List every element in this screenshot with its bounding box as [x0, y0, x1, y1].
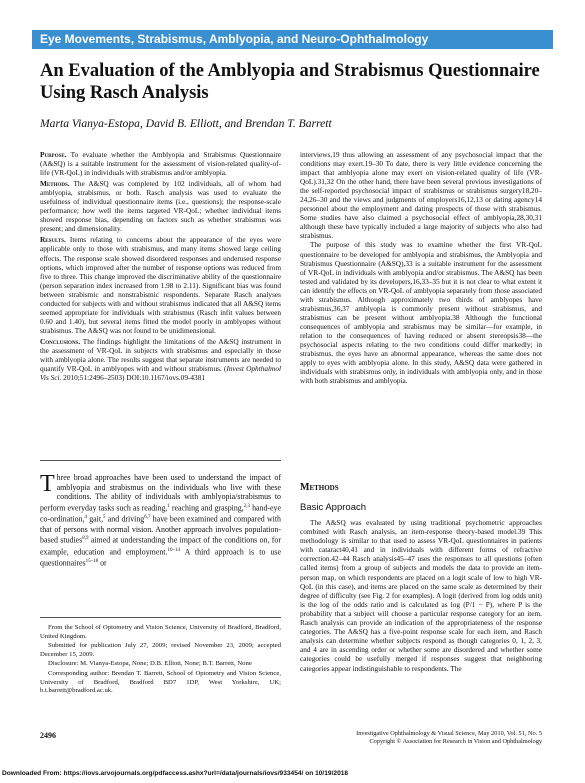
- footnote-corresponding: Corresponding author: Brendan T. Barrett, School of Optometry and Vision Science, University of Bradford, Bradford BD7 1DP, West Yorkshire, UK; b.t.barrett@bradford.ac.uk.: [40, 669, 281, 695]
- article-title: An Evaluation of the Amblyopia and Strabismus Questionnaire Using Rasch Analysis: [40, 61, 540, 103]
- methods-paragraph: The A&SQ was evaluated by using traditional psychometric approaches combined with Rasch analysis, an item-response theory-based model.39 This methodology is similar to that used to assess VR-QoL questionnaires in patients with cataract40,41 and in individuals with different forms of refractive correction.42–44 Rasch analysis45–47 uses the responses to all questions (often called items) from a group of subjects and models the data to provide an item-person map, on which respondents are placed on a logit scale of low to high VR-QoL (in this case), and items are placed on the same scale as determined by their degree of difficulty (see Fig. 2 for examples). A logit (derived from log odds unit) is the log of the odds ratio and is calculated as log (P/1 − P), where P is the probability that a subject will choose a particular response category for an item. Rasch analysis can provide an indication of the appropriateness of the response categories. The A&SQ has a five-point response scale for each item, and Rasch analysis can determine whether subjects respond as though categories 0, 1, 2, 3, and 4 are in ascending order or whether some are disordered and whether some categories could be usefully merged if responses suggest that neighboring categories appear indistinguishable to respondents. The: [300, 518, 542, 673]
- abstract-conclusions: Conclusions. The findings highlight the limitations of the A&SQ instrument in the assessment of VR-QoL in subjects with strabismus and especially in those with amblyopia alone. The results suggest that separate instruments are needed to quantify VR-QoL in amblyopes with and without strabismus. (Invest Ophthalmol Vis Sci. 2010;51:2496–2503) DOI:10.1167/iovs.09-4381: [40, 336, 281, 383]
- abstract-results: Results. Items relating to concerns about the appearance of the eyes were applicable only to those with strabismus, and many items showed large ceiling effects. The response scale showed disordered responses and underused response options, which improved after the number of response options was reduced from five to three. This change improved the discriminative ability of the questionnaire (person separation index increased from 1.98 to 2.11). Significant bias was found between strabismic and nonstrabismic respondents. Separate Rasch analyses conducted for subjects with and without strabismus indicated that all A&SQ items seemed appropriate for individuals with strabismus (Rasch infit values between 0.60 and 1.40), but several items fitted the model poorly in amblyopes without strabismus. The A&SQ was not found to be unidimensional.: [40, 235, 281, 335]
- basic-approach-heading: Basic Approach: [300, 502, 367, 513]
- footnote-disclosure: Disclosure: M. Vianya-Estopa, None; D.B. Elliott, None; B.T. Barrett, None: [48, 660, 252, 668]
- drop-cap: T: [40, 471, 55, 497]
- abstract-methods: Methods. The A&SQ was completed by 102 individuals, all of whom had amblyopia, strabismus, or both. Rasch analysis was used to evaluate the usefulness of individual questionnaire items (i.e., questions); the response-scale performance; how well the items targeted VR-QoL; whether individual items showed response bias, depending on factors such as whether strabismus was present; and dimensionality.: [40, 179, 281, 234]
- abstract-purpose: Purpose. To evaluate whether the Amblyopia and Strabismus Questionnaire (A&SQ) is a suitable instrument for the assessment of vision-related quality-of-life (VR-QoL) in individuals with strabismus and/or amblyopia.: [40, 150, 281, 178]
- footnote-submitted: Submitted for publication July 27, 2009; revised November 23, 2009; accepted December 15, 2009.: [40, 642, 281, 658]
- footnote-affiliation: From the School of Optometry and Vision Science, University of Bradford, Bradford, United Kingdom.: [40, 624, 281, 640]
- introduction: Three broad approaches have been used to understand the impact of amblyopia and strabismus on the individuals who live with these conditions. The ability of individuals with amblyopia/strabismus to perform everyday tasks such as reading,$^1$ reaching and grasping,$^{2,3}$ hand-eye co-ordination,$^4$ gait,$^5$ and driving$^{6,7}$ have been examined and compared with that of persons with normal vision. Another approach involves population-based studies$^{8,9}$ aimed at understanding the impact of the conditions on, for example, education and employment.$^{10-14}$ A third approach is to use questionnaires$^{15-18}$ or: [40, 471, 282, 568]
- footnotes: [40, 624, 281, 697]
- methods-heading: Methods: [300, 482, 339, 493]
- right-column-intro: [300, 150, 542, 385]
- footnote-divider: [40, 617, 281, 618]
- abstract: [40, 150, 281, 382]
- download-line: Downloaded From: https://iovs.arvojournals.org/pdfaccess.ashx?url=/data/journals/iovs/933454/ on 10/19/2018: [2, 770, 349, 777]
- journal-footer: Investigative Ophthalmology & Visual Science, May 2010, Vol. 51, No. 5 Copyright © Association for Research in Vision and Ophthalmology: [356, 730, 542, 745]
- abstract-divider: [40, 460, 281, 461]
- section-band: Eye Movements, Strabismus, Amblyopia, and Neuro-Ophthalmology: [32, 30, 553, 49]
- page-number: 2496: [40, 731, 56, 740]
- authors: Marta Vianya-Estopa, David B. Elliott, and Brendan T. Barrett: [40, 117, 332, 130]
- right-paragraph-1: interviews,19 thus allowing an assessment of any psychosocial impact that the conditions may exert.19–30 To date, there is very little evidence concerning the impact that amblyopia alone may exert on vision-related quality of life (VR-QoL).31,32 On the other hand, there have been several previous investigations of the self-reported psychosocial impact of strabismus or strabismus surgery18,20–24,26–30 and the views and judgments of employers16,12,13 or dating agency14 personnel about the employment and dating prospects of those with strabismus. Some studies have also claimed a psychosocial effect of amblyopia,28,30,31 although these have typically included a large majority of subjects who also had strabismus.: [300, 150, 542, 241]
- right-paragraph-2: The purpose of this study was to examine whether the first VR-QoL questionnaire to be developed for amblyopia and strabismus, the Amblyopia and Strabismus Questionnaire (A&SQ),33 is a suitable instrument for the assessment of VR-QoL in individuals with amblyopia and/or strabismus. The A&SQ has been tested and validated by its developers,16,33–35 but it is not clear to what extent it can identify the effects on VR-QoL of amblyopia separately from those associated with strabismus. Although approximately two thirds of amblyopes have strabismus,36,37 amblyopia is commonly present without strabismus, and strabismus can be present without amblyopia.38 Although the functional consequences of amblyopia and strabismus may be similar—for example, in relation to the consequences of having reduced or absent stereopsis38—the psychosocial aspects relating to the two conditions could differ markedly; in strabismus, the eyes have an abnormal appearance, whereas the same does not apply to eyes with amblyopia alone. In this study, A&SQ data were gathered in individuals with strabismus only, in individuals with amblyopia only, and in those with both strabismus and amblyopia.: [300, 240, 542, 386]
